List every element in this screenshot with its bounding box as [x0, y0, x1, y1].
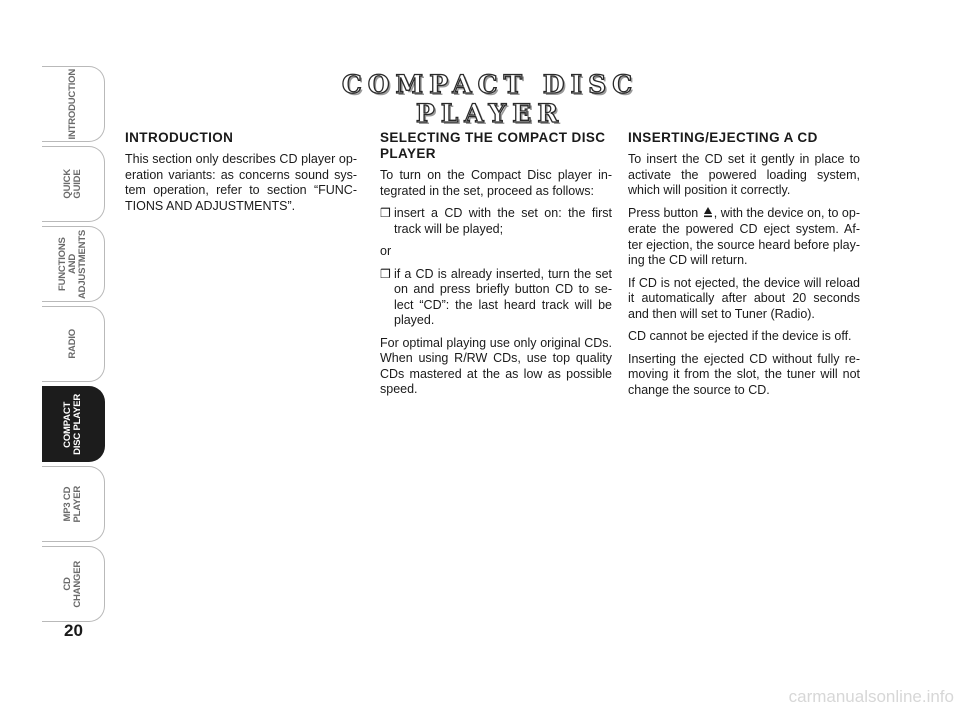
tab-compact-disc-player[interactable]	[42, 386, 105, 462]
paragraph-text: , with the device on, to op-erate the powered CD eject system. Af-ter ejection, the source heard before play-ing the CD will return.	[628, 205, 860, 267]
tab-label: RADIO	[67, 329, 78, 359]
tab-label: COMPACT DISC PLAYER	[62, 393, 83, 455]
checkbox-bullet-icon: ❒	[380, 266, 391, 281]
watermark: carmanualsonline.info	[788, 687, 954, 706]
tab-mp3-cd-player[interactable]	[42, 466, 105, 542]
list-item-text: insert a CD with the set on: the first track will be played;	[394, 206, 612, 236]
list-item	[380, 206, 612, 237]
list-item	[380, 267, 612, 329]
paragraph: or	[380, 244, 392, 258]
paragraph: If CD is not ejected, the device will reload it automatically after about 20 seconds and then will set to Tuner (Radio).	[628, 275, 860, 321]
tab-quick-guide[interactable]	[42, 146, 105, 222]
eject-icon	[703, 206, 713, 223]
page-number: 20	[64, 621, 83, 640]
section-heading: INTRODUCTION	[125, 130, 234, 145]
tab-introduction[interactable]	[42, 66, 105, 142]
tab-functions-and-adjustments[interactable]	[42, 226, 105, 302]
column-introduction	[125, 130, 357, 221]
page-title: COMPACT DISC PLAYER	[341, 70, 639, 128]
paragraph: This section only describes CD player op-eration variants: as concerns sound sys-tem operation, refer to section “FUNC-TIONS AND ADJUSTMENTS”.	[125, 152, 357, 213]
tab-label: FUNCTIONS AND ADJUSTMENTS	[57, 229, 88, 299]
paragraph-text: Press button	[628, 205, 699, 220]
column-inserting-ejecting	[628, 130, 860, 405]
paragraph: For optimal playing use only original CDs. When using R/RW CDs, use top quality CDs mastered at the as low as possible speed.	[380, 335, 612, 396]
tab-label: CD CHANGER	[62, 560, 83, 608]
paragraph: CD cannot be ejected if the device is off.	[628, 329, 852, 343]
paragraph: To turn on the Compact Disc player in-tegrated in the set, proceed as follows:	[380, 168, 612, 198]
section-heading: SELECTING THE COMPACT DISC PLAYER	[380, 130, 606, 161]
checkbox-bullet-icon: ❒	[380, 206, 391, 220]
paragraph: Inserting the ejected CD without fully re-moving it from the slot, the tuner will not change the source to CD.	[628, 351, 860, 397]
column-selecting	[380, 130, 612, 405]
list-item-text: if a CD is already inserted, turn the set on and press briefly button CD to se-lect “CD”: the last heard track will be played.	[394, 266, 612, 327]
paragraph: To insert the CD set it gently in place to activate the powered loading system, which will position it correctly.	[628, 152, 860, 197]
section-heading: INSERTING/EJECTING A CD	[628, 130, 818, 145]
paragraph	[628, 206, 860, 269]
tab-label: MP3 CD PLAYER	[62, 485, 83, 523]
tab-label: QUICK GUIDE	[62, 169, 83, 199]
tab-label: INTRODUCTION	[67, 68, 78, 140]
tab-cd-changer[interactable]	[42, 546, 105, 622]
tab-radio[interactable]	[42, 306, 105, 382]
